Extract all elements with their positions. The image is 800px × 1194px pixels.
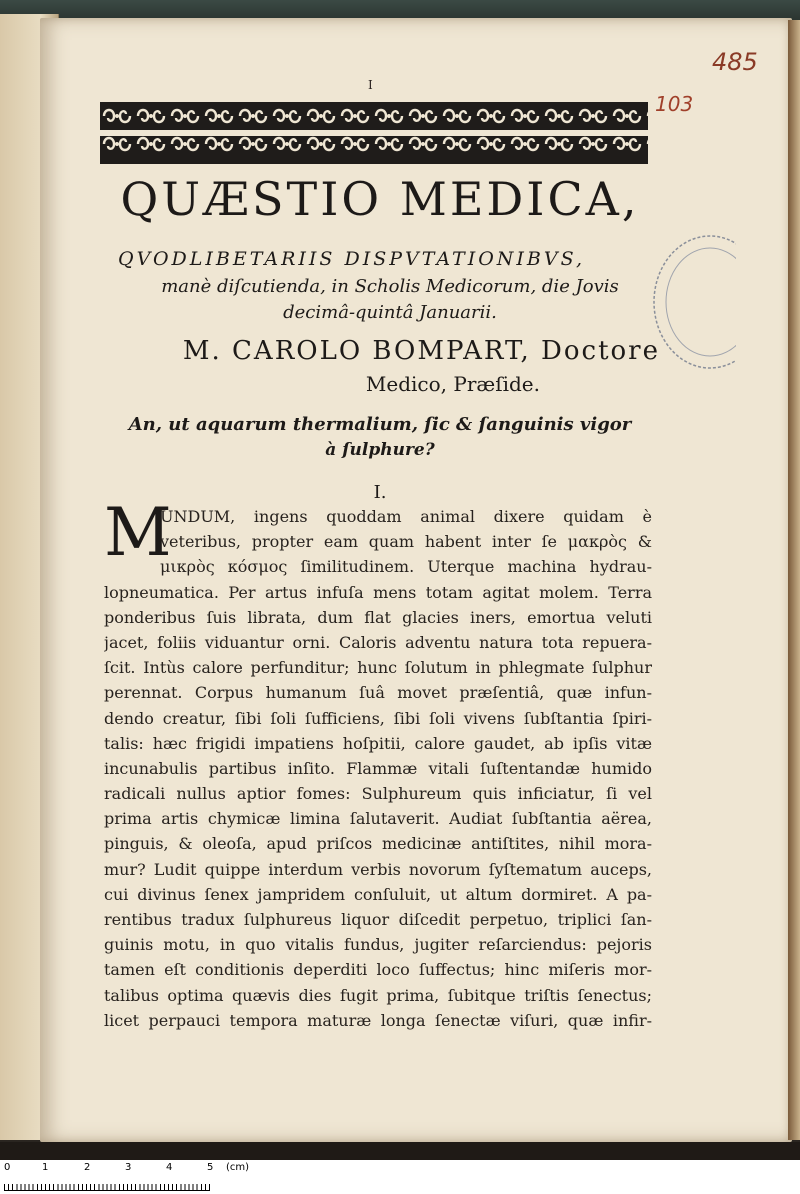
body-line: tamen eſt conditionis deperditi loco ſuffectus; hinc miſeris mor- (104, 960, 652, 980)
body-line: mur? Ludit quippe interdum verbis novorum ſyſtematum auceps, (104, 859, 652, 879)
library-stamp (650, 232, 736, 372)
ruler-label: 0 (4, 1162, 11, 1173)
ruler-label: 2 (84, 1162, 91, 1173)
question-line-1: An, ut aquarum thermalium, ſic & ſanguinis vigor (128, 414, 632, 435)
body-text (104, 504, 652, 1033)
scan-bottom-band (0, 1142, 800, 1160)
preses-line-1: M. CAROLO BOMPART, Doctore (182, 336, 660, 366)
body-line: ponderibus ſuis librata, dum flat glacies iners, emortua veluti (104, 607, 652, 627)
ruler-label: 5 (207, 1162, 214, 1173)
body-line: talibus optima quævis dies fugit prima, ſubitque triſtis ſenectus; (104, 985, 652, 1005)
ruler-labels (0, 1162, 250, 1176)
body-line: licet perpauci tempora maturæ longa ſenectæ viſuri, quæ infir- (104, 1010, 652, 1030)
ruler-ticks (4, 1178, 210, 1191)
body-line: prima artis chymicæ limina ſalutaverit. Audiat ſubſtantia aërea, (104, 809, 652, 829)
ruler-label: 4 (166, 1162, 173, 1173)
body-line: incunabulis partibus inſito. Flammæ vitali ſuſtentandæ humido (104, 758, 652, 778)
body-line: dendo creatur, ſibi ſoli ſufficiens, ſibi ſoli vivens ſubſtantia ſpiri- (104, 708, 652, 728)
ruler-label: 1 (42, 1162, 49, 1173)
ruler-unit: (cm) (226, 1162, 250, 1173)
body-line: guinis motu, in quo vitalis fundus, jugiter reſarciendus: pejoris (104, 935, 652, 955)
document-title: QUÆSTIO MEDICA, (120, 172, 640, 226)
section-number: I. (373, 482, 387, 503)
body-line: jacet, foliis viduantur orni. Caloris adventu natura tota repuera- (104, 632, 652, 652)
subtitle-line-2: manè diſcutienda, in Scholis Medicorum, die Jovis (161, 276, 619, 297)
body-line: veteribus, propter eam quam habent inter ſe μακρὸς & (160, 532, 652, 552)
subtitle: QVODLIBETARIIS DISPVTATIONIBVS, (118, 248, 585, 270)
body-line: ſcit. Intùs calore perfunditur; hunc ſolutum in phlegmate ſulphur (104, 658, 652, 678)
body-line: radicali nullus aptior fomes: Sulphureum quis inficiatur, ſi vel (104, 784, 652, 804)
folio-mark: I (368, 78, 373, 92)
drop-cap: M (104, 494, 172, 571)
manuscript-number: 485 (712, 48, 758, 76)
body-line: talis: hæc frigidi impatiens hoſpitii, calore gaudet, ab ipſis vitæ (104, 733, 652, 753)
page-fore-edge (788, 20, 800, 1140)
body-line: lopneumatica. Per artus infuſa mens totam agitat molem. Terra (104, 582, 652, 602)
ruler-label: 3 (125, 1162, 132, 1173)
preses-line-2: Medico, Præſide. (365, 372, 540, 396)
body-line: UNDUM, ingens quoddam animal dixere quidam è (160, 507, 652, 526)
body-line: pinguis, & oleoſa, apud priſcos medicinæ antiſtites, nihil mora- (104, 834, 652, 854)
subtitle-line-3: decimâ-quintâ Januarii. (283, 302, 497, 323)
body-line: rentibus tradux ſulphureus liquor diſcedit perpetuo, triplici ſan- (104, 910, 652, 929)
manuscript-page-number: 103 (655, 92, 694, 116)
scale-ruler (0, 1160, 800, 1194)
body-line: perennat. Corpus humanum ſuâ movet præſentiâ, quæ infun- (104, 683, 652, 703)
headpiece-ornament (100, 102, 648, 164)
body-line: μικρὸς κόσμος ſimilitudinem. Uterque machina hydrau- (160, 557, 652, 577)
body-line: cui divinus ſenex jampridem conſuluit, ut altum dormiret. A pa- (104, 884, 652, 904)
question-line-2: à ſulphure? (325, 440, 435, 460)
